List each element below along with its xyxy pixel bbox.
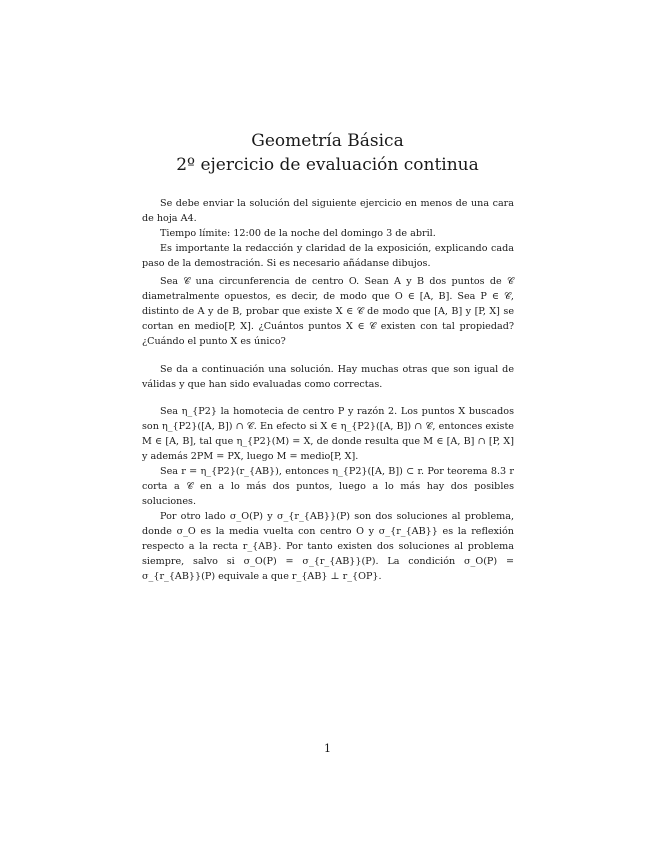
paragraph: Tiempo límite: 12:00 de la noche del domingo 3 de abril. xyxy=(160,228,436,239)
paragraph: Sea 𝒞 una circunferencia de centro O. Sean A y B dos puntos de 𝒞 diametralmente opuestos, es decir, de modo que O ∈ [A, B]. Sea P ∈ 𝒞, distinto de A y de B, probar que existe X ∈ 𝒞 de modo que [A, B] y [P, X] se cortan en medio[P, X]. ¿Cuántos puntos X ∈ 𝒞 existen con tal propiedad?¿Cuándo el punto X es único? xyxy=(142,276,514,347)
page-number: 1 xyxy=(324,742,331,755)
instructions-section xyxy=(142,196,514,271)
paragraph: Sea η_{P2} la homotecia de centro P y razón 2. Los puntos X buscados son η_{P2}([A, B]) ∩ 𝒞. En efecto si X ∈ η_{P2}([A, B]) ∩ 𝒞, entonces existe M ∈ [A, B], tal que η_{P2}(M) = X, de donde resulta que M ∈ [A, B] ∩ [P, X] y además 2PM = PX, luego M = medio[P, X]. xyxy=(142,406,514,462)
document-subtitle: 2º ejercicio de evaluación continua xyxy=(176,155,479,175)
paragraph: Se debe enviar la solución del siguiente ejercicio en menos de una cara de hoja A4. xyxy=(142,198,514,224)
paragraph: Por otro lado σ_O(P) y σ_{r_{AB}}(P) son dos soluciones al problema, donde σ_O es la media vuelta con centro O y σ_{r_{AB}} es la reflexión respecto a la recta r_{AB}. Por tanto existen dos soluciones al problema siempre, salvo si σ_O(P) = σ_{r_{AB}}(P). La condición σ_O(P) = σ_{r_{AB}}(P) equivale a que r_{AB} ⊥ r_{OP}. xyxy=(142,511,514,582)
paragraph: Sea r = η_{P2}(r_{AB}), entonces η_{P2}([A, B]) ⊂ r. Por teorema 8.3 r corta a 𝒞 en a lo más dos puntos, luego a lo más hay dos posibles soluciones. xyxy=(142,466,514,507)
paragraph: Se da a continuación una solución. Hay muchas otras que son igual de válidas y que han sido evaluadas como correctas. xyxy=(142,364,514,390)
solution-section xyxy=(142,404,514,584)
document-title: Geometría Básica xyxy=(251,131,404,151)
problem-statement xyxy=(142,274,514,349)
solution-intro xyxy=(142,362,514,392)
paragraph: Es importante la redacción y claridad de la exposición, explicando cada paso de la demostración. Si es necesario añádanse dibujos. xyxy=(142,243,514,269)
